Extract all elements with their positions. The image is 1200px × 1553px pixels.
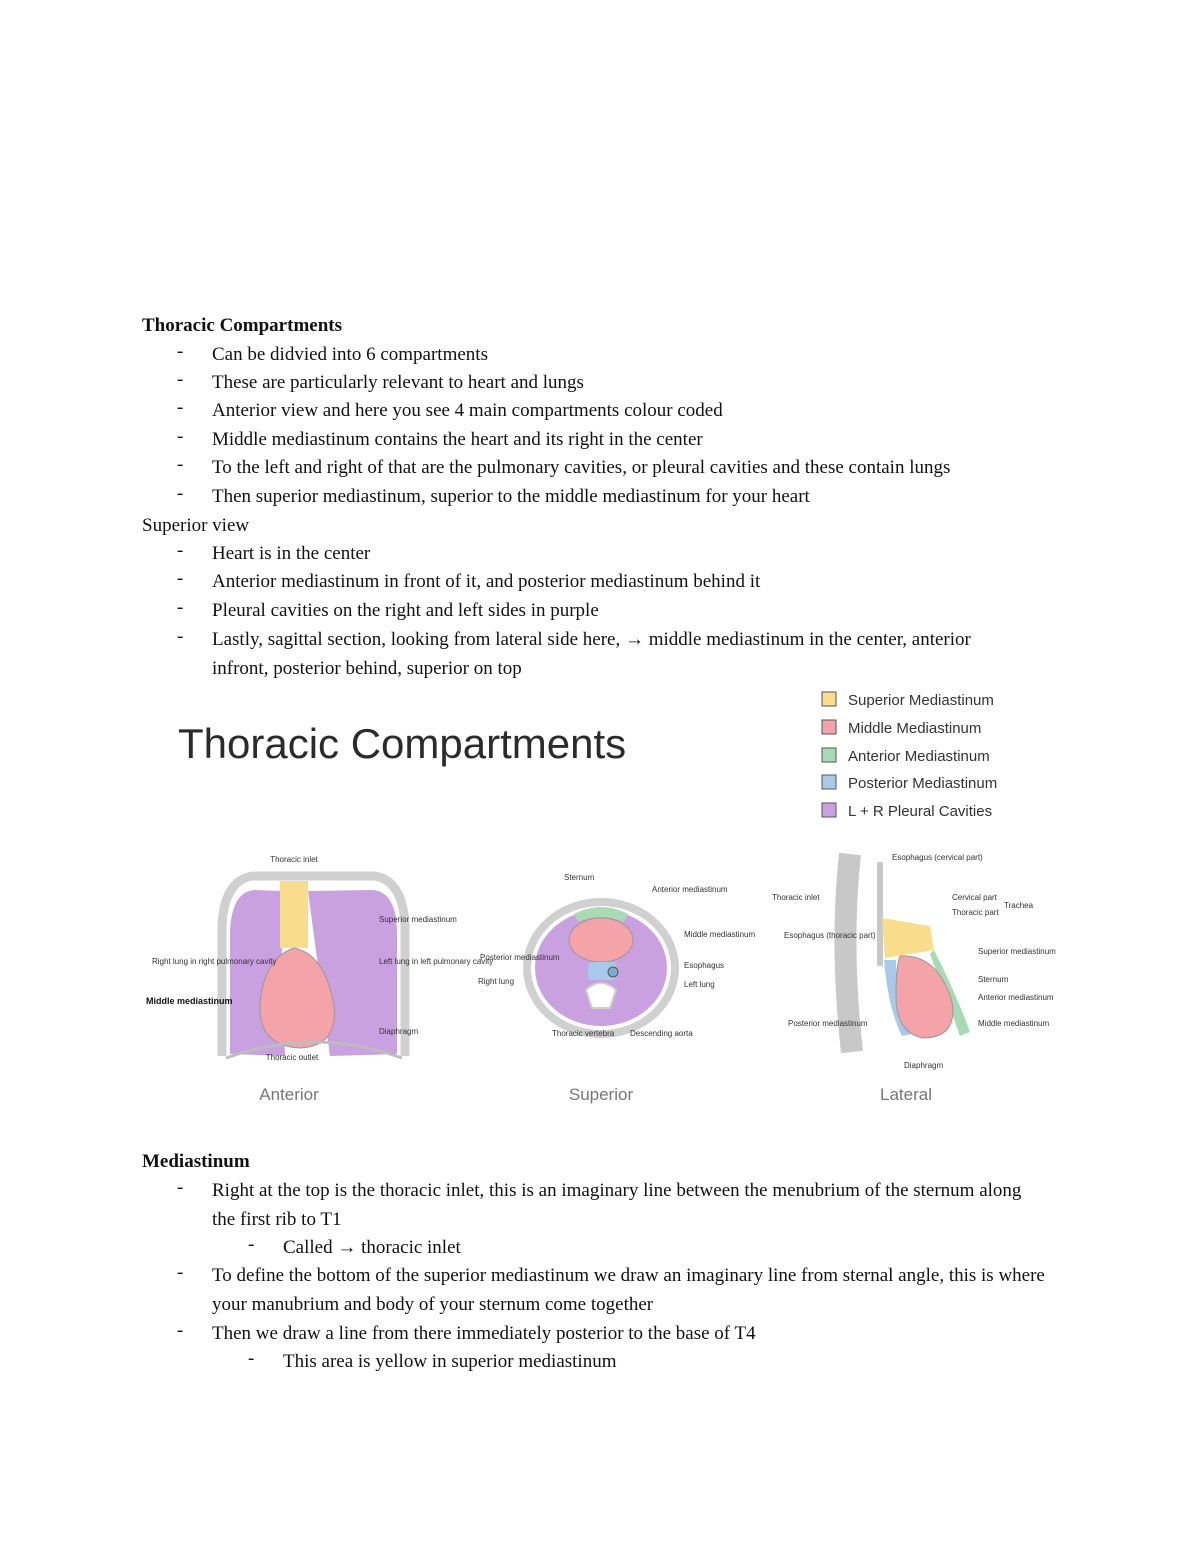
bullet-dash: - bbox=[177, 454, 184, 475]
figure-title: Thoracic Compartments bbox=[178, 720, 627, 767]
legend-swatch-middle bbox=[822, 720, 836, 734]
legend-swatch-pleural bbox=[822, 803, 836, 817]
list-item: Can be didvied into 6 compartments bbox=[212, 344, 488, 365]
section-heading-thoracic: Thoracic Compartments bbox=[142, 315, 342, 336]
label-anterior-mediastinum: Anterior mediastinum bbox=[652, 885, 728, 894]
legend bbox=[822, 692, 997, 820]
label-posterior-mediastinum: Posterior mediastinum bbox=[788, 1019, 868, 1028]
label-superior-mediastinum: Superior mediastinum bbox=[978, 947, 1056, 956]
bullet-dash: - bbox=[177, 597, 184, 618]
superior-mediastinum-lateral bbox=[882, 918, 934, 958]
thoracic-compartments-figure bbox=[140, 686, 1060, 1116]
list-item: Then superior mediastinum, superior to the middle mediastinum for your heart bbox=[212, 486, 810, 507]
label-trachea: Trachea bbox=[1004, 901, 1034, 910]
list-item: Pleural cavities on the right and left sides in purple bbox=[212, 600, 599, 621]
list-item: To the left and right of that are the pulmonary cavities, or pleural cavities and these contain lungs bbox=[212, 457, 951, 478]
caption-anterior: Anterior bbox=[259, 1085, 319, 1104]
label-sternum: Sternum bbox=[978, 975, 1009, 984]
label-right-lung: Right lung bbox=[478, 977, 515, 986]
label-thoracic-inlet: Thoracic inlet bbox=[270, 855, 318, 864]
label-thoracic-inlet: Thoracic inlet bbox=[772, 893, 820, 902]
label-esophagus-thoracic: Esophagus (thoracic part) bbox=[784, 931, 876, 940]
legend-label: Posterior Mediastinum bbox=[848, 775, 998, 792]
lateral-diagram bbox=[772, 853, 1056, 1104]
bullet-dash: - bbox=[177, 540, 184, 561]
superior-diagram bbox=[478, 873, 755, 1104]
list-item: Anterior view and here you see 4 main compartments colour coded bbox=[212, 400, 723, 421]
bullet-dash: - bbox=[248, 1234, 255, 1255]
label-anterior-mediastinum: Anterior mediastinum bbox=[978, 993, 1054, 1002]
legend-label: Anterior Mediastinum bbox=[848, 748, 990, 765]
list-item-sub: Called → thoracic inlet bbox=[283, 1237, 461, 1258]
list-item-sub: This area is yellow in superior mediastinum bbox=[283, 1351, 617, 1372]
bullet-dash: - bbox=[177, 1177, 184, 1198]
list-item: Lastly, sagittal section, looking from lateral side here, → middle mediastinum in the center, anterior infront, posterior behind, superior on top bbox=[212, 629, 971, 679]
caption-lateral: Lateral bbox=[880, 1085, 932, 1104]
thoracic-vertebra-shape bbox=[586, 983, 616, 1008]
section-heading-mediastinum: Mediastinum bbox=[142, 1151, 250, 1172]
bullet-dash: - bbox=[177, 341, 184, 362]
label-posterior-mediastinum: Posterior mediastinum bbox=[480, 953, 560, 962]
label-thoracic-outlet: Thoracic outlet bbox=[265, 1053, 319, 1062]
label-thoracic-vertebra: Thoracic vertebra bbox=[552, 1029, 615, 1038]
label-diaphragm: Diaphragm bbox=[379, 1027, 419, 1036]
bullet-dash: - bbox=[177, 1262, 184, 1283]
list-item: Then we draw a line from there immediately posterior to the base of T4 bbox=[212, 1323, 756, 1344]
label-left-lung: Left lung bbox=[684, 980, 715, 989]
bullet-dash: - bbox=[177, 483, 184, 504]
bullet-dash: - bbox=[177, 369, 184, 390]
label-right-lung: Right lung in right pulmonary cavity bbox=[152, 957, 277, 966]
label-diaphragm: Diaphragm bbox=[904, 1061, 944, 1070]
legend-swatch-posterior bbox=[822, 775, 836, 789]
label-esophagus: Esophagus bbox=[684, 961, 725, 970]
list-item: Right at the top is the thoracic inlet, this is an imaginary line between the menubrium of the sternum along the first rib to T1 bbox=[212, 1180, 1022, 1230]
list-item: Heart is in the center bbox=[212, 543, 371, 564]
bullet-dash: - bbox=[248, 1348, 255, 1369]
label-middle-mediastinum: Middle mediastinum bbox=[684, 930, 756, 939]
label-thoracic-part: Thoracic part bbox=[952, 908, 999, 917]
bullet-dash: - bbox=[177, 397, 184, 418]
list-item: These are particularly relevant to heart and lungs bbox=[212, 372, 584, 393]
caption-superior: Superior bbox=[568, 1085, 634, 1104]
legend-swatch-anterior bbox=[822, 748, 836, 762]
bullet-dash: - bbox=[177, 1320, 184, 1341]
subheading-superior-view: Superior view bbox=[142, 515, 250, 536]
list-item: Anterior mediastinum in front of it, and posterior mediastinum behind it bbox=[212, 571, 761, 592]
list-item: To define the bottom of the superior mediastinum we draw an imaginary line from sternal angle, this is where your manubrium and body of your sternum come together bbox=[212, 1265, 1045, 1315]
legend-swatch-superior bbox=[822, 692, 836, 706]
label-descending-aorta: Descending aorta bbox=[630, 1029, 693, 1038]
bullet-dash: - bbox=[177, 568, 184, 589]
label-left-lung: Left lung in left pulmonary cavity bbox=[379, 957, 494, 966]
superior-mediastinum-shape bbox=[280, 881, 308, 948]
heart-superior bbox=[569, 918, 633, 962]
bullet-dash: - bbox=[177, 626, 184, 647]
bullet-dash: - bbox=[177, 426, 184, 447]
anterior-diagram bbox=[146, 855, 493, 1104]
label-sternum: Sternum bbox=[564, 873, 595, 882]
aorta-shape bbox=[608, 967, 618, 977]
heart-lateral bbox=[896, 956, 953, 1038]
legend-label: L + R Pleural Cavities bbox=[848, 803, 993, 820]
label-middle-mediastinum: Middle mediastinum bbox=[978, 1019, 1050, 1028]
label-superior-mediastinum: Superior mediastinum bbox=[379, 915, 457, 924]
label-middle-mediastinum: Middle mediastinum bbox=[146, 996, 233, 1006]
list-item: Middle mediastinum contains the heart and its right in the center bbox=[212, 429, 703, 450]
label-cervical-part: Cervical part bbox=[952, 893, 997, 902]
label-esophagus-cervical: Esophagus (cervical part) bbox=[892, 853, 983, 862]
legend-label: Middle Mediastinum bbox=[848, 720, 982, 737]
legend-label: Superior Mediastinum bbox=[848, 692, 994, 709]
